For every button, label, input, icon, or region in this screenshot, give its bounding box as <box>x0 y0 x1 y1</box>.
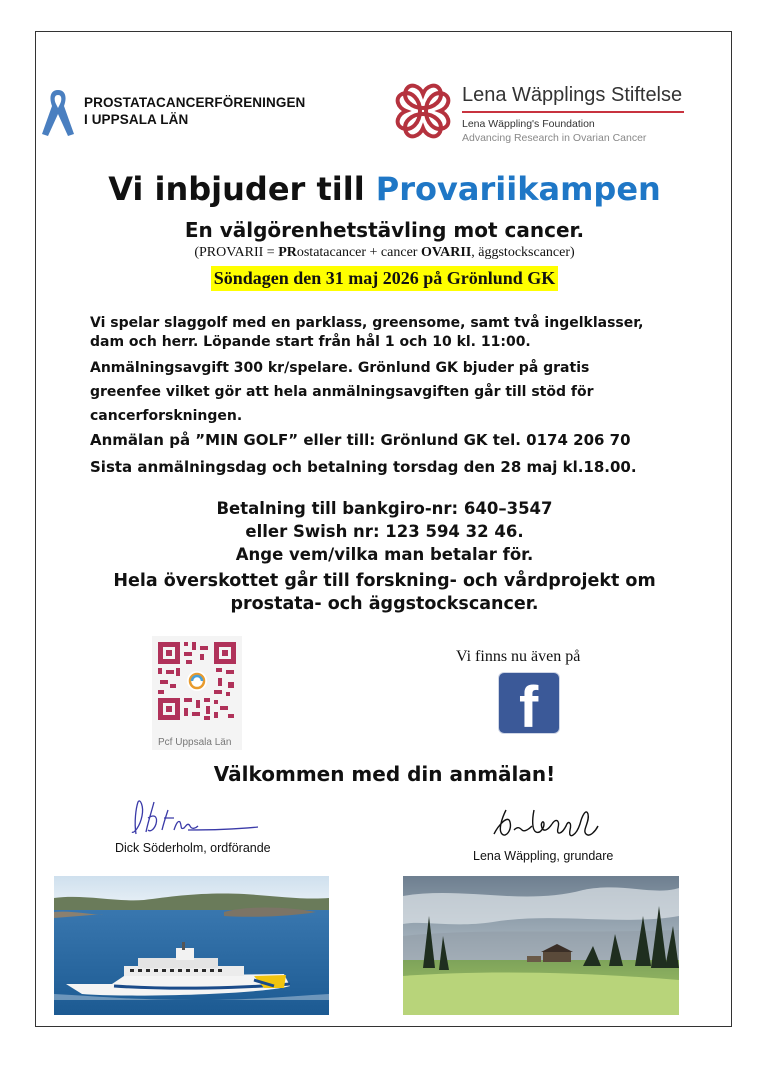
surplus-line2: prostata- och äggstockscancer. <box>230 594 539 614</box>
page-subtitle: En välgörenhetstävling mot cancer. <box>184 218 585 242</box>
foundation-divider <box>462 111 684 113</box>
page-title-event-name: Provariikampen <box>375 170 661 208</box>
ferry-photo <box>54 876 329 1015</box>
surplus-line1: Hela överskottet går till forskning- och vårdprojekt om <box>113 571 656 591</box>
signature-dick-icon <box>128 796 260 840</box>
signup-info: Anmälan på ”MIN GOLF” eller till: Grönlund GK tel. 0174 206 70 <box>90 431 631 449</box>
page-title <box>0 170 769 208</box>
qr-caption: Pcf Uppsala Län <box>158 737 232 748</box>
awareness-ribbon-icon <box>40 86 76 138</box>
surplus-statement <box>0 570 769 616</box>
expl-bold1: PR <box>278 245 297 260</box>
foundation-tagline: Advancing Research in Ovarian Cancer <box>462 132 647 144</box>
golf-course-photo-image <box>403 876 679 1015</box>
qr-code[interactable] <box>152 636 242 750</box>
expl-part1: (PROVARII = <box>194 245 279 260</box>
payer-note: Ange vem/vilka man betalar för. <box>235 545 534 564</box>
bankgiro-line: Betalning till bankgiro-nr: 640–3547 <box>216 499 553 518</box>
foundation-subtitle-en: Lena Wäppling's Foundation <box>462 118 595 130</box>
format-line1: Vi spelar slaggolf med en parklass, greensome, samt två ingelklasser, <box>90 315 644 331</box>
facebook-text: Vi finns nu även på <box>456 648 581 665</box>
signature-name-left: Dick Söderholm, ordförande <box>115 841 271 855</box>
fee-paragraph <box>90 356 593 428</box>
fee-line2: greenfee vilket gör att hela anmälningsavgiften går till stöd för <box>90 384 594 400</box>
foundation-clover-logo-icon <box>390 78 456 144</box>
format-line2: dam och herr. Löpande start från hål 1 och 10 kl. 11:00. <box>90 334 531 350</box>
golf-course-photo <box>403 876 679 1015</box>
name-explanation <box>0 245 769 261</box>
facebook-icon[interactable] <box>499 673 559 740</box>
fee-line1: Anmälningsavgift 300 kr/spelare. Grönlund GK bjuder på gratis <box>90 360 590 376</box>
event-date: Söndagen den 31 maj 2026 på Grönlund GK <box>211 266 559 291</box>
foundation-title: Lena Wäpplings Stiftelse <box>462 84 683 106</box>
swish-line: eller Swish nr: 123 594 32 46. <box>245 522 524 541</box>
signature-lena-icon <box>492 800 602 844</box>
expl-part2: ostatacancer + cancer <box>296 245 421 260</box>
format-paragraph <box>90 314 643 352</box>
expl-bold2: OVARII <box>420 245 472 260</box>
organization-name-line1: PROSTATACANCERFÖRENINGEN <box>84 95 306 110</box>
deadline-info: Sista anmälningsdag och betalning torsdag den 28 maj kl.18.00. <box>90 458 637 476</box>
organization-name-line2: I UPPSALA LÄN <box>84 112 189 127</box>
event-date-row <box>0 266 769 291</box>
payment-block <box>0 497 769 566</box>
welcome-message: Välkommen med din anmälan! <box>213 762 556 786</box>
ferry-photo-image <box>54 876 329 1015</box>
page-title-prefix: Vi inbjuder till <box>108 170 376 208</box>
expl-part3: , äggstockscancer) <box>471 245 575 260</box>
organization-name <box>84 94 305 128</box>
fee-line3: cancerforskningen. <box>90 408 243 424</box>
qr-code-icon <box>156 640 238 722</box>
facebook-letter: f <box>519 675 539 740</box>
signature-name-right: Lena Wäppling, grundare <box>473 849 614 863</box>
